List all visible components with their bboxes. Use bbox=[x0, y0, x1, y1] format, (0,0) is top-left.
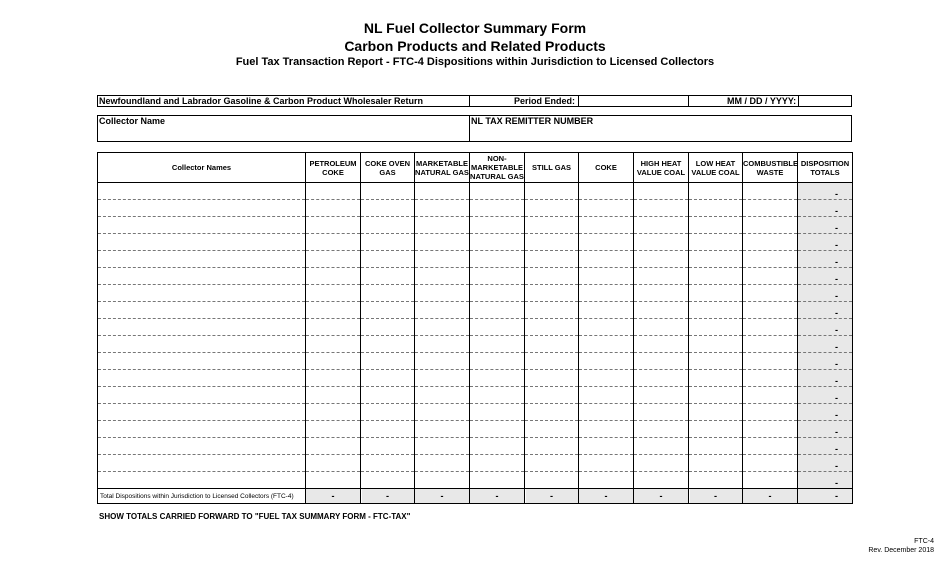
quantity-cell[interactable] bbox=[525, 404, 579, 421]
quantity-cell[interactable] bbox=[470, 319, 525, 336]
quantity-cell[interactable] bbox=[306, 336, 361, 353]
table-row bbox=[98, 387, 853, 404]
quantity-cell[interactable] bbox=[361, 183, 415, 200]
quantity-cell[interactable] bbox=[361, 268, 415, 285]
quantity-cell[interactable] bbox=[579, 455, 634, 472]
quantity-cell[interactable] bbox=[415, 217, 470, 234]
form-title: NL Fuel Collector Summary Form bbox=[363, 20, 587, 36]
total-value-cell: - bbox=[798, 489, 853, 504]
quantity-cell[interactable] bbox=[634, 302, 689, 319]
quantity-cell[interactable] bbox=[579, 200, 634, 217]
quantity-cell[interactable] bbox=[525, 421, 579, 438]
column-header: COKE bbox=[579, 153, 634, 183]
table-row bbox=[98, 472, 853, 489]
collector-name-cell[interactable] bbox=[98, 472, 306, 489]
total-value-cell: - bbox=[361, 489, 415, 504]
quantity-cell[interactable] bbox=[634, 370, 689, 387]
form-subtitle: Carbon Products and Related Products bbox=[344, 38, 606, 54]
quantity-cell[interactable] bbox=[743, 387, 798, 404]
quantity-cell[interactable] bbox=[689, 455, 743, 472]
quantity-cell[interactable] bbox=[415, 251, 470, 268]
row-total-cell: - bbox=[798, 421, 853, 438]
collector-name-cell[interactable] bbox=[98, 217, 306, 234]
row-total-cell: - bbox=[798, 251, 853, 268]
table-row bbox=[98, 404, 853, 421]
collector-name-cell[interactable] bbox=[98, 183, 306, 200]
quantity-cell[interactable] bbox=[306, 404, 361, 421]
quantity-cell[interactable] bbox=[743, 217, 798, 234]
quantity-cell[interactable] bbox=[579, 336, 634, 353]
collector-name-cell[interactable] bbox=[98, 353, 306, 370]
quantity-cell[interactable] bbox=[306, 319, 361, 336]
quantity-cell[interactable] bbox=[743, 234, 798, 251]
dispositions-table bbox=[97, 152, 853, 504]
quantity-cell[interactable] bbox=[743, 353, 798, 370]
quantity-cell[interactable] bbox=[743, 472, 798, 489]
total-value-cell: - bbox=[525, 489, 579, 504]
table-row bbox=[98, 268, 853, 285]
table-row bbox=[98, 251, 853, 268]
column-header: HIGH HEAT VALUE COAL bbox=[634, 153, 689, 183]
quantity-cell[interactable] bbox=[415, 183, 470, 200]
quantity-cell[interactable] bbox=[579, 268, 634, 285]
total-value-cell: - bbox=[579, 489, 634, 504]
total-value-cell: - bbox=[743, 489, 798, 504]
quantity-cell[interactable] bbox=[634, 285, 689, 302]
collector-name-cell[interactable] bbox=[98, 251, 306, 268]
quantity-cell[interactable] bbox=[634, 217, 689, 234]
quantity-cell[interactable] bbox=[415, 353, 470, 370]
table-row bbox=[98, 234, 853, 251]
collector-name-cell[interactable] bbox=[98, 268, 306, 285]
quantity-cell[interactable] bbox=[525, 336, 579, 353]
quantity-cell[interactable] bbox=[579, 387, 634, 404]
row-total-cell: - bbox=[798, 319, 853, 336]
quantity-cell[interactable] bbox=[361, 472, 415, 489]
quantity-cell[interactable] bbox=[579, 285, 634, 302]
table-row bbox=[98, 353, 853, 370]
collector-name-cell[interactable] bbox=[98, 234, 306, 251]
quantity-cell[interactable] bbox=[689, 438, 743, 455]
quantity-cell[interactable] bbox=[470, 268, 525, 285]
quantity-cell[interactable] bbox=[743, 336, 798, 353]
total-row bbox=[98, 489, 853, 504]
total-value-cell: - bbox=[470, 489, 525, 504]
date-format-label: MM / DD / YYYY: bbox=[727, 96, 797, 106]
quantity-cell[interactable] bbox=[415, 404, 470, 421]
quantity-cell[interactable] bbox=[689, 268, 743, 285]
quantity-cell[interactable] bbox=[743, 455, 798, 472]
total-value-cell: - bbox=[415, 489, 470, 504]
quantity-cell[interactable] bbox=[306, 217, 361, 234]
quantity-cell[interactable] bbox=[470, 200, 525, 217]
row-total-cell: - bbox=[798, 370, 853, 387]
column-header: STILL GAS bbox=[525, 153, 579, 183]
table-row bbox=[98, 370, 853, 387]
row-total-cell: - bbox=[798, 234, 853, 251]
table-row bbox=[98, 183, 853, 200]
quantity-cell[interactable] bbox=[579, 183, 634, 200]
quantity-cell[interactable] bbox=[634, 251, 689, 268]
quantity-cell[interactable] bbox=[689, 285, 743, 302]
quantity-cell[interactable] bbox=[415, 387, 470, 404]
quantity-cell[interactable] bbox=[415, 421, 470, 438]
quantity-cell[interactable] bbox=[579, 217, 634, 234]
quantity-cell[interactable] bbox=[525, 183, 579, 200]
quantity-cell[interactable] bbox=[525, 217, 579, 234]
quantity-cell[interactable] bbox=[743, 404, 798, 421]
collector-name-label: Collector Name bbox=[99, 116, 166, 126]
quantity-cell[interactable] bbox=[689, 200, 743, 217]
collector-name-cell[interactable] bbox=[98, 370, 306, 387]
quantity-cell[interactable] bbox=[361, 455, 415, 472]
column-header: LOW HEAT VALUE COAL bbox=[689, 153, 743, 183]
quantity-cell[interactable] bbox=[634, 234, 689, 251]
row-total-cell: - bbox=[798, 438, 853, 455]
collector-name-cell[interactable] bbox=[98, 404, 306, 421]
quantity-cell[interactable] bbox=[525, 472, 579, 489]
quantity-cell[interactable] bbox=[306, 200, 361, 217]
quantity-cell[interactable] bbox=[634, 200, 689, 217]
quantity-cell[interactable] bbox=[525, 200, 579, 217]
quantity-cell[interactable] bbox=[743, 285, 798, 302]
return-label: Newfoundland and Labrador Gasoline & Carbon Product Wholesaler Return bbox=[99, 96, 424, 106]
quantity-cell[interactable] bbox=[689, 183, 743, 200]
quantity-cell[interactable] bbox=[306, 421, 361, 438]
row-total-cell: - bbox=[798, 336, 853, 353]
quantity-cell[interactable] bbox=[743, 319, 798, 336]
quantity-cell[interactable] bbox=[470, 183, 525, 200]
row-total-cell: - bbox=[798, 387, 853, 404]
period-input[interactable] bbox=[578, 95, 689, 107]
quantity-cell[interactable] bbox=[525, 285, 579, 302]
quantity-cell[interactable] bbox=[470, 285, 525, 302]
quantity-cell[interactable] bbox=[415, 472, 470, 489]
row-total-cell: - bbox=[798, 455, 853, 472]
quantity-cell[interactable] bbox=[415, 370, 470, 387]
quantity-cell[interactable] bbox=[579, 438, 634, 455]
quantity-cell[interactable] bbox=[306, 234, 361, 251]
quantity-cell[interactable] bbox=[634, 472, 689, 489]
quantity-cell[interactable] bbox=[306, 183, 361, 200]
quantity-cell[interactable] bbox=[470, 404, 525, 421]
quantity-cell[interactable] bbox=[689, 353, 743, 370]
quantity-cell[interactable] bbox=[415, 438, 470, 455]
remitter-label: NL TAX REMITTER NUMBER bbox=[471, 116, 594, 126]
total-value-cell: - bbox=[634, 489, 689, 504]
collector-name-cell[interactable] bbox=[98, 438, 306, 455]
quantity-cell[interactable] bbox=[743, 370, 798, 387]
quantity-cell[interactable] bbox=[634, 387, 689, 404]
quantity-cell[interactable] bbox=[361, 319, 415, 336]
quantity-cell[interactable] bbox=[470, 421, 525, 438]
quantity-cell[interactable] bbox=[634, 353, 689, 370]
total-value-cell: - bbox=[306, 489, 361, 504]
quantity-cell[interactable] bbox=[634, 438, 689, 455]
quantity-cell[interactable] bbox=[689, 370, 743, 387]
quantity-cell[interactable] bbox=[525, 251, 579, 268]
report-title: Fuel Tax Transaction Report - FTC-4 Dispositions within Jurisdiction to Licensed Collectors bbox=[235, 56, 715, 68]
quantity-cell[interactable] bbox=[525, 234, 579, 251]
quantity-cell[interactable] bbox=[306, 353, 361, 370]
table-row bbox=[98, 421, 853, 438]
table-row bbox=[98, 200, 853, 217]
row-total-cell: - bbox=[798, 268, 853, 285]
quantity-cell[interactable] bbox=[470, 234, 525, 251]
row-total-cell: - bbox=[798, 302, 853, 319]
row-total-cell: - bbox=[798, 472, 853, 489]
collector-name-cell[interactable] bbox=[98, 285, 306, 302]
quantity-cell[interactable] bbox=[306, 472, 361, 489]
collector-name-cell[interactable] bbox=[98, 421, 306, 438]
quantity-cell[interactable] bbox=[306, 268, 361, 285]
quantity-cell[interactable] bbox=[634, 268, 689, 285]
quantity-cell[interactable] bbox=[470, 302, 525, 319]
quantity-cell[interactable] bbox=[689, 251, 743, 268]
quantity-cell[interactable] bbox=[634, 183, 689, 200]
quantity-cell[interactable] bbox=[743, 268, 798, 285]
quantity-cell[interactable] bbox=[689, 404, 743, 421]
quantity-cell[interactable] bbox=[470, 387, 525, 404]
row-total-cell: - bbox=[798, 404, 853, 421]
quantity-cell[interactable] bbox=[306, 302, 361, 319]
quantity-cell[interactable] bbox=[689, 319, 743, 336]
quantity-cell[interactable] bbox=[306, 251, 361, 268]
column-header: NON-MARKETABLE NATURAL GAS bbox=[470, 154, 524, 181]
quantity-cell[interactable] bbox=[634, 319, 689, 336]
quantity-cell[interactable] bbox=[634, 404, 689, 421]
table-row bbox=[98, 285, 853, 302]
quantity-cell[interactable] bbox=[361, 234, 415, 251]
quantity-cell[interactable] bbox=[306, 387, 361, 404]
quantity-cell[interactable] bbox=[689, 472, 743, 489]
quantity-cell[interactable] bbox=[415, 268, 470, 285]
quantity-cell[interactable] bbox=[470, 370, 525, 387]
quantity-cell[interactable] bbox=[689, 234, 743, 251]
quantity-cell[interactable] bbox=[689, 421, 743, 438]
quantity-cell[interactable] bbox=[470, 455, 525, 472]
quantity-cell[interactable] bbox=[743, 302, 798, 319]
column-header: MARKETABLE NATURAL GAS bbox=[415, 153, 470, 183]
table-row bbox=[98, 438, 853, 455]
collector-name-cell[interactable] bbox=[98, 319, 306, 336]
quantity-cell[interactable] bbox=[579, 319, 634, 336]
row-total-cell: - bbox=[798, 353, 853, 370]
period-label: Period Ended: bbox=[514, 96, 576, 106]
quantity-cell[interactable] bbox=[525, 387, 579, 404]
quantity-cell[interactable] bbox=[361, 217, 415, 234]
quantity-cell[interactable] bbox=[579, 353, 634, 370]
quantity-cell[interactable] bbox=[306, 455, 361, 472]
quantity-cell[interactable] bbox=[525, 302, 579, 319]
quantity-cell[interactable] bbox=[470, 438, 525, 455]
table-row bbox=[98, 455, 853, 472]
table-row bbox=[98, 319, 853, 336]
quantity-cell[interactable] bbox=[361, 302, 415, 319]
date-input[interactable] bbox=[798, 95, 852, 107]
quantity-cell[interactable] bbox=[743, 200, 798, 217]
quantity-cell[interactable] bbox=[743, 421, 798, 438]
quantity-cell[interactable] bbox=[579, 472, 634, 489]
collector-name-cell[interactable] bbox=[98, 455, 306, 472]
quantity-cell[interactable] bbox=[579, 251, 634, 268]
collector-name-cell[interactable] bbox=[98, 336, 306, 353]
quantity-cell[interactable] bbox=[689, 336, 743, 353]
column-header: COKE OVEN GAS bbox=[361, 153, 415, 183]
quantity-cell[interactable] bbox=[470, 336, 525, 353]
column-header: Collector Names bbox=[98, 153, 306, 183]
quantity-cell[interactable] bbox=[361, 336, 415, 353]
table-row bbox=[98, 336, 853, 353]
carry-forward-note: SHOW TOTALS CARRIED FORWARD TO "FUEL TAX SUMMARY FORM - FTC-TAX" bbox=[99, 512, 411, 521]
column-header: DISPOSITION TOTALS bbox=[798, 153, 853, 183]
quantity-cell[interactable] bbox=[361, 285, 415, 302]
row-total-cell: - bbox=[798, 200, 853, 217]
quantity-cell[interactable] bbox=[579, 421, 634, 438]
quantity-cell[interactable] bbox=[415, 285, 470, 302]
quantity-cell[interactable] bbox=[415, 336, 470, 353]
quantity-cell[interactable] bbox=[743, 438, 798, 455]
quantity-cell[interactable] bbox=[525, 370, 579, 387]
quantity-cell[interactable] bbox=[470, 217, 525, 234]
quantity-cell[interactable] bbox=[415, 200, 470, 217]
quantity-cell[interactable] bbox=[743, 183, 798, 200]
quantity-cell[interactable] bbox=[743, 251, 798, 268]
quantity-cell[interactable] bbox=[525, 455, 579, 472]
quantity-cell[interactable] bbox=[525, 319, 579, 336]
quantity-cell[interactable] bbox=[689, 302, 743, 319]
quantity-cell[interactable] bbox=[470, 472, 525, 489]
quantity-cell[interactable] bbox=[579, 404, 634, 421]
quantity-cell[interactable] bbox=[361, 251, 415, 268]
quantity-cell[interactable] bbox=[634, 336, 689, 353]
quantity-cell[interactable] bbox=[361, 421, 415, 438]
quantity-cell[interactable] bbox=[579, 370, 634, 387]
quantity-cell[interactable] bbox=[361, 370, 415, 387]
column-header: COMBUSTIBLE WASTE bbox=[743, 153, 798, 183]
quantity-cell[interactable] bbox=[361, 404, 415, 421]
quantity-cell[interactable] bbox=[415, 455, 470, 472]
quantity-cell[interactable] bbox=[361, 200, 415, 217]
revision-date: Rev. December 2018 bbox=[868, 547, 934, 554]
quantity-cell[interactable] bbox=[579, 302, 634, 319]
quantity-cell[interactable] bbox=[689, 217, 743, 234]
quantity-cell[interactable] bbox=[525, 268, 579, 285]
total-row-label: Total Dispositions within Jurisdiction to Licensed Collectors (FTC-4) bbox=[98, 489, 306, 504]
table-row bbox=[98, 302, 853, 319]
collector-name-cell[interactable] bbox=[98, 200, 306, 217]
quantity-cell[interactable] bbox=[415, 234, 470, 251]
form-code: FTC-4 bbox=[914, 538, 934, 545]
quantity-cell[interactable] bbox=[634, 455, 689, 472]
quantity-cell[interactable] bbox=[415, 302, 470, 319]
total-value-cell: - bbox=[689, 489, 743, 504]
collector-name-cell[interactable] bbox=[98, 387, 306, 404]
table-row bbox=[98, 217, 853, 234]
quantity-cell[interactable] bbox=[525, 438, 579, 455]
quantity-cell[interactable] bbox=[579, 234, 634, 251]
quantity-cell[interactable] bbox=[470, 251, 525, 268]
quantity-cell[interactable] bbox=[470, 353, 525, 370]
row-total-cell: - bbox=[798, 183, 853, 200]
quantity-cell[interactable] bbox=[634, 421, 689, 438]
collector-name-cell[interactable] bbox=[98, 302, 306, 319]
quantity-cell[interactable] bbox=[525, 353, 579, 370]
quantity-cell[interactable] bbox=[361, 387, 415, 404]
quantity-cell[interactable] bbox=[689, 387, 743, 404]
quantity-cell[interactable] bbox=[306, 285, 361, 302]
quantity-cell[interactable] bbox=[361, 353, 415, 370]
quantity-cell[interactable] bbox=[306, 438, 361, 455]
quantity-cell[interactable] bbox=[361, 438, 415, 455]
row-total-cell: - bbox=[798, 285, 853, 302]
column-header: PETROLEUM COKE bbox=[306, 153, 361, 183]
quantity-cell[interactable] bbox=[306, 370, 361, 387]
row-total-cell: - bbox=[798, 217, 853, 234]
quantity-cell[interactable] bbox=[415, 319, 470, 336]
